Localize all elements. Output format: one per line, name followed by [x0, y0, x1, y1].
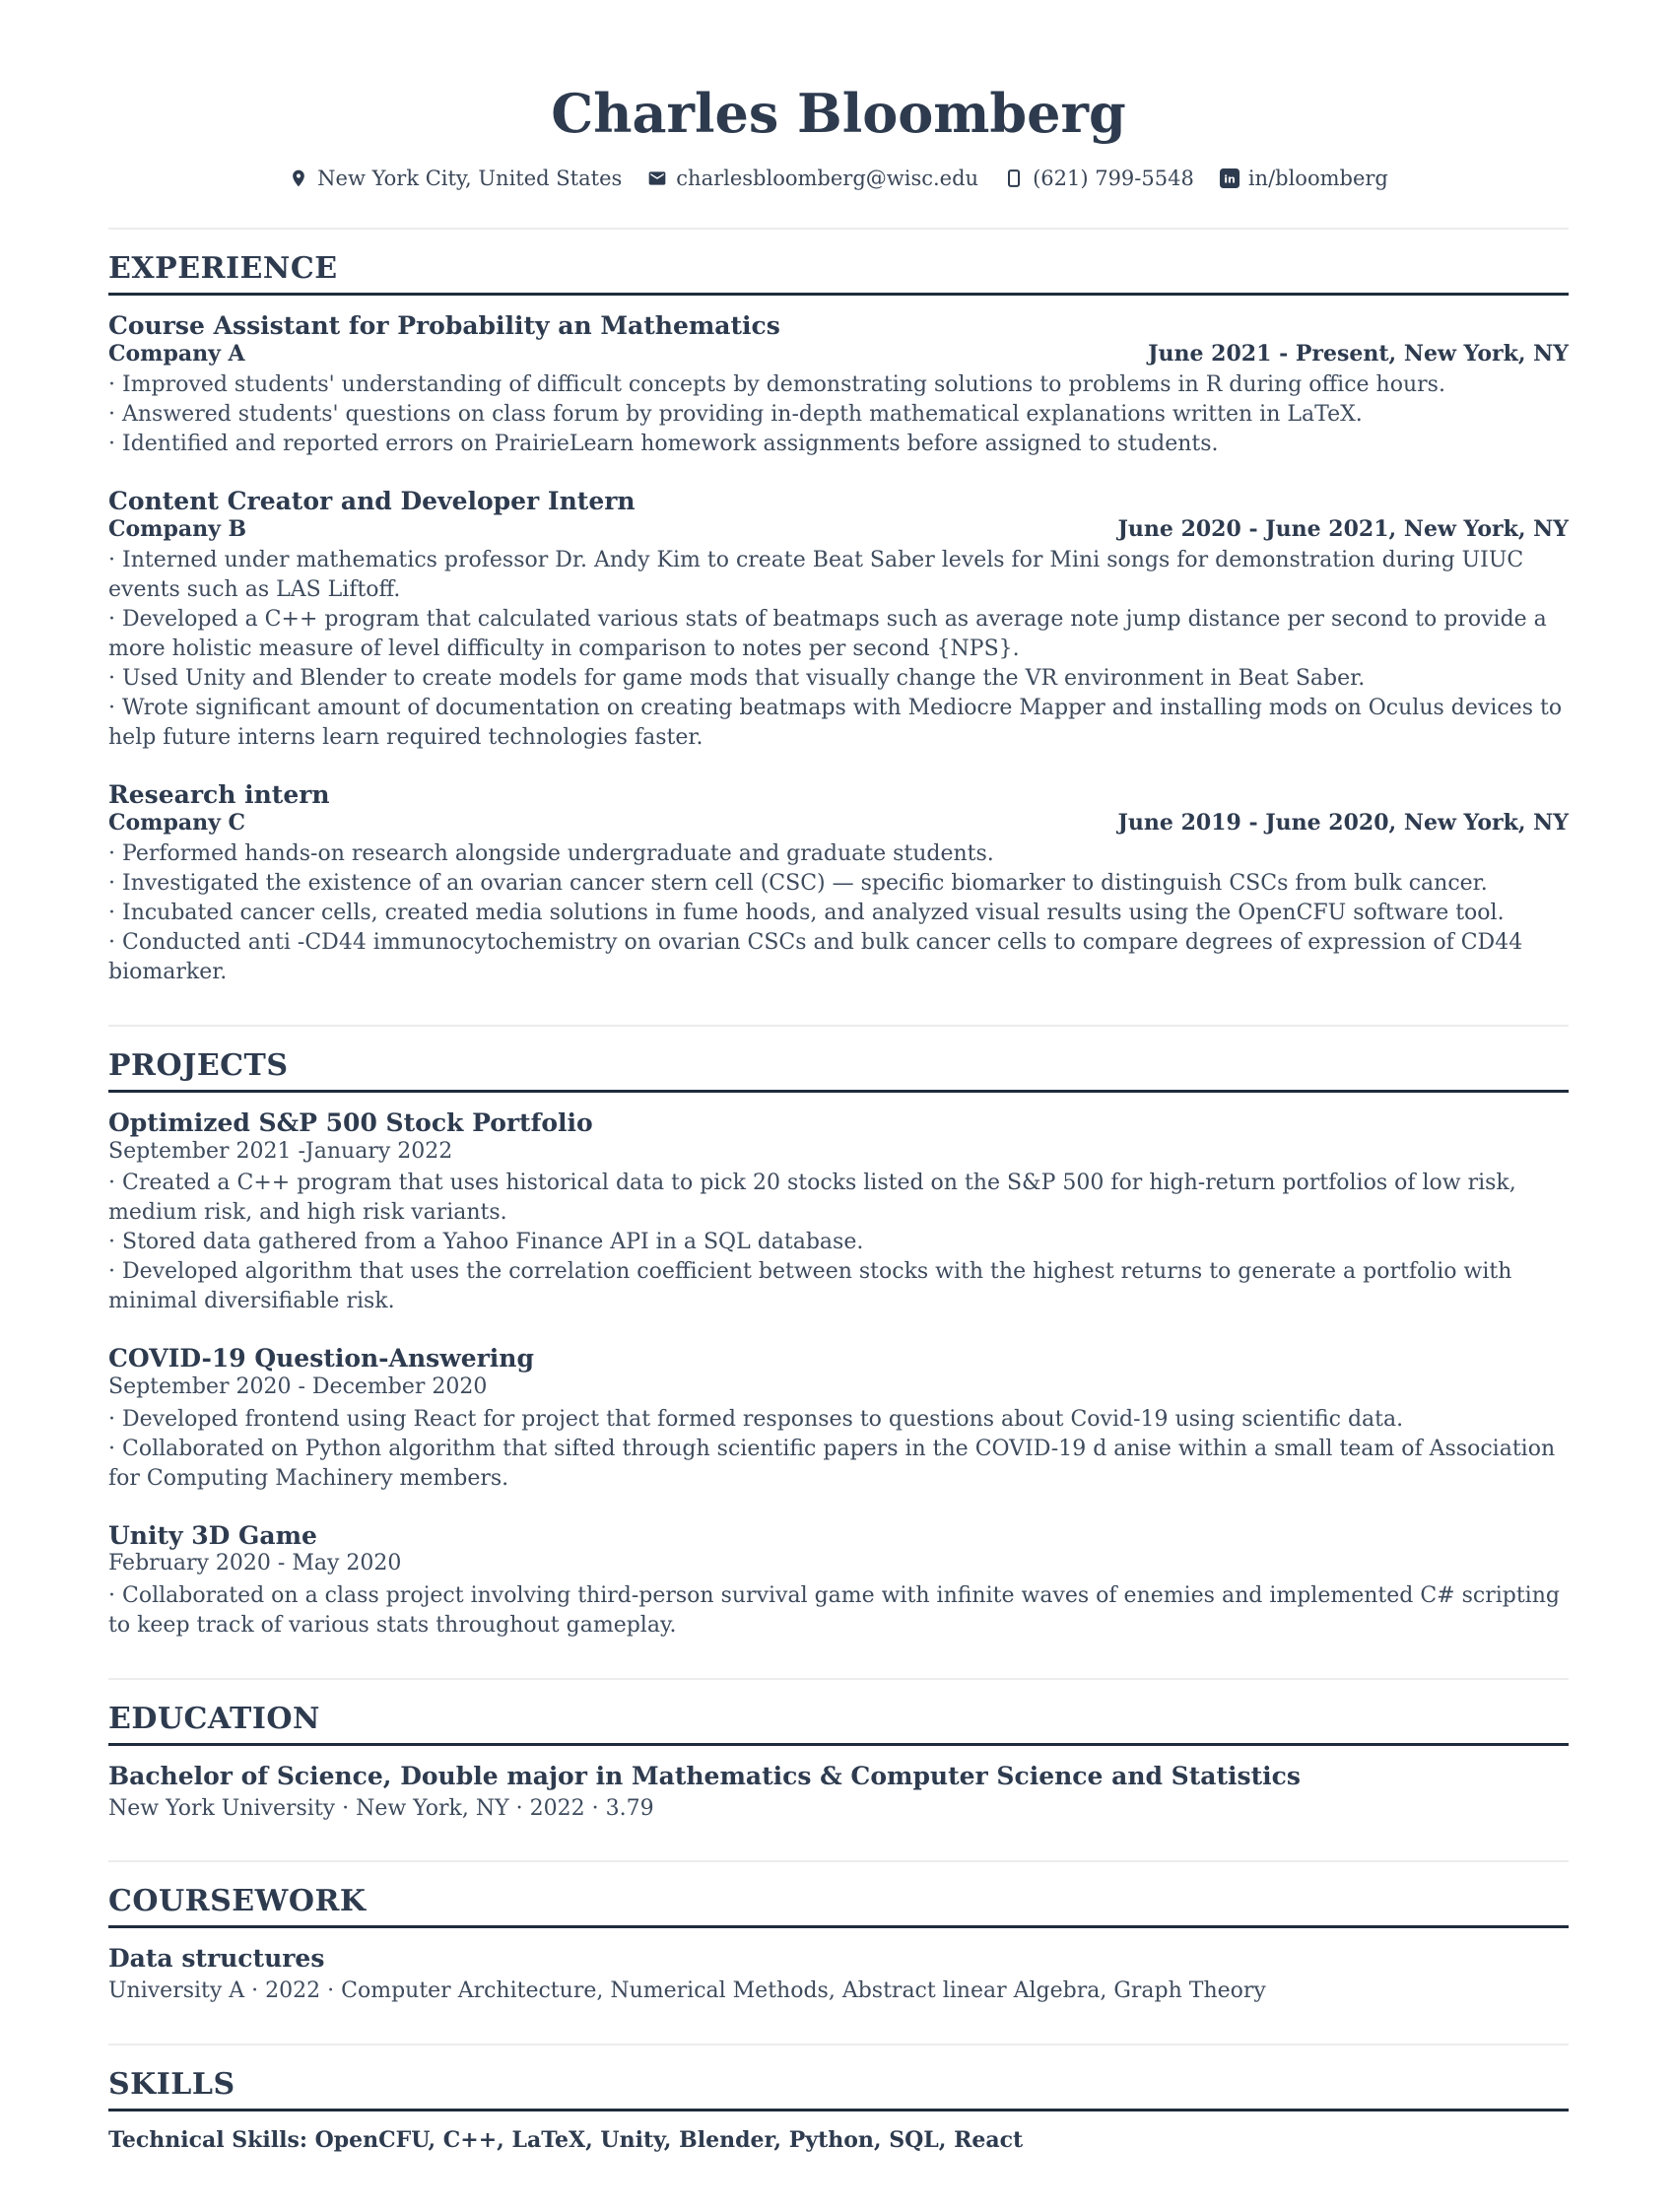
contact-location-text: New York City, United States	[317, 167, 623, 191]
section-title-experience: EXPERIENCE	[108, 251, 338, 287]
bullet-item	[108, 1581, 1569, 1641]
divider	[108, 2044, 1569, 2045]
bullet-glyph: ·	[108, 666, 115, 692]
bullet-text: Investigated the existence of an ovarian cancer stern cell (CSC) — specific biomarker to distinguish CSCs from bulk cancer.	[122, 871, 1488, 897]
bullet-glyph: ·	[108, 607, 115, 633]
section-title-education: EDUCATION	[108, 1701, 320, 1736]
education-degree: Bachelor of Science, Double major in Mathematics & Computer Science and Statistics	[108, 1761, 1301, 1790]
bullet-item	[108, 1169, 1569, 1228]
project-dates: February 2020 - May 2020	[108, 1551, 402, 1576]
contact-email[interactable]	[647, 167, 978, 190]
job-title: Research intern	[108, 780, 330, 810]
job-dates: June 2019 - June 2020, New York, NY	[1117, 809, 1569, 836]
bullet-text: Wrote significant amount of documentation on creating beatmaps with Mediocre Mapper and installing mods on Oculus devices to help future interns learn required technologies faster.	[108, 696, 1563, 751]
education-details: New York University · New York, NY · 2022 · 3.79	[108, 1795, 654, 1821]
job-entry	[108, 311, 1569, 459]
project-entry	[108, 1521, 1569, 1641]
bullet-glyph: ·	[108, 372, 115, 398]
job-dates: June 2020 - June 2021, New York, NY	[1117, 515, 1569, 542]
bullet-glyph: ·	[108, 1436, 115, 1461]
bullet-glyph: ·	[108, 548, 115, 573]
bullet-list	[108, 839, 1569, 987]
project-dates: September 2020 - December 2020	[108, 1374, 488, 1399]
contact-location[interactable]	[289, 167, 622, 190]
bullet-text: Answered students' questions on class forum by providing in-depth mathematical explanations written in LaTeX.	[122, 402, 1363, 428]
bullet-item	[108, 928, 1569, 987]
section-title-projects: PROJECTS	[108, 1048, 289, 1084]
bullet-item	[108, 1435, 1569, 1494]
job-entry	[108, 780, 1569, 987]
linkedin-icon	[1220, 168, 1240, 188]
coursework-entry	[108, 1944, 1569, 2006]
bullet-text: Incubated cancer cells, created media solutions in fume hoods, and analyzed visual results using the OpenCFU software tool.	[122, 901, 1505, 926]
bullet-item	[108, 694, 1569, 753]
skills-line: Technical Skills: OpenCFU, C++, LaTeX, Unity, Blender, Python, SQL, React	[108, 2126, 1024, 2153]
job-title: Course Assistant for Probability an Mathematics	[108, 311, 780, 341]
bullet-item	[108, 370, 1569, 400]
bullet-list	[108, 1581, 1569, 1641]
bullet-text: Created a C++ program that uses historical data to pick 20 stocks listed on the S&P 500 for high-return portfolios of low risk, medium risk, and high risk variants.	[108, 1171, 1516, 1226]
location-pin-icon	[289, 168, 308, 188]
contact-phone-text: (621) 799-5548	[1033, 167, 1194, 191]
project-entry	[108, 1108, 1569, 1316]
section-rule	[108, 1743, 1569, 1746]
job-company: Company B	[108, 515, 247, 542]
bullet-glyph: ·	[108, 901, 115, 926]
job-subrow	[108, 516, 1569, 544]
divider	[108, 1860, 1569, 1862]
bullet-text: Interned under mathematics professor Dr. Andy Kim to create Beat Saber levels for Mini songs for demonstration during UIUC events such as LAS Liftoff.	[108, 548, 1524, 603]
job-company: Company C	[108, 809, 246, 836]
bullet-text: Collaborated on a class project involving third-person survival game with infinite waves of enemies and implemented C# scripting to keep track of various stats throughout gameplay.	[108, 1582, 1560, 1638]
person-name: Charles Bloomberg	[551, 82, 1126, 145]
divider	[108, 228, 1569, 230]
bullet-glyph: ·	[108, 1230, 115, 1255]
project-title: Unity 3D Game	[108, 1520, 317, 1550]
section-rule	[108, 2109, 1569, 2111]
bullet-item	[108, 899, 1569, 928]
bullet-text: Collaborated on Python algorithm that sifted through scientific papers in the COVID-19 d anise within a small team of Association for Computing Machinery members.	[108, 1436, 1556, 1491]
divider	[108, 1025, 1569, 1027]
bullet-text: Stored data gathered from a Yahoo Finance API in a SQL database.	[122, 1230, 864, 1255]
bullet-text: Identified and reported errors on PrairieLearn homework assignments before assigned to students.	[122, 432, 1219, 457]
bullet-item	[108, 869, 1569, 899]
bullet-item	[108, 605, 1569, 664]
bullet-glyph: ·	[108, 1406, 115, 1432]
bullet-item	[108, 546, 1569, 605]
bullet-glyph: ·	[108, 1171, 115, 1196]
section-rule	[108, 293, 1569, 296]
bullet-item	[108, 400, 1569, 430]
bullet-list	[108, 1405, 1569, 1494]
section-coursework	[108, 1884, 1569, 2006]
section-skills	[108, 2067, 1569, 2153]
bullet-glyph: ·	[108, 841, 115, 867]
section-education	[108, 1702, 1569, 1824]
bullet-text: Developed algorithm that uses the correlation coefficient between stocks with the highest returns to generate a portfolio with minimal diversifiable risk.	[108, 1259, 1512, 1314]
divider	[108, 1678, 1569, 1680]
bullet-text: Conducted anti -CD44 immunocytochemistry on ovarian CSCs and bulk cancer cells to compare degrees of expression of CD44 biomarker.	[108, 930, 1523, 985]
contact-row	[108, 167, 1569, 190]
coursework-course: Data structures	[108, 1944, 325, 1974]
contact-phone[interactable]	[1004, 167, 1194, 190]
bullet-text: Used Unity and Blender to create models for game mods that visually change the VR environment in Beat Saber.	[122, 666, 1366, 692]
bullet-item	[108, 430, 1569, 459]
section-rule	[108, 1925, 1569, 1928]
job-company: Company A	[108, 340, 245, 367]
section-title-coursework: COURSEWORK	[108, 1884, 367, 1919]
bullet-item	[108, 1228, 1569, 1257]
bullet-list	[108, 546, 1569, 753]
bullet-glyph: ·	[108, 402, 115, 428]
coursework-details: University A · 2022 · Computer Architecture, Numerical Methods, Abstract linear Algebra, Graph Theory	[108, 1978, 1266, 2004]
phone-icon	[1004, 168, 1024, 188]
education-entry	[108, 1762, 1569, 1824]
project-title: COVID-19 Question-Answering	[108, 1344, 534, 1374]
bullet-item	[108, 1405, 1569, 1435]
section-rule	[108, 1090, 1569, 1093]
bullet-glyph: ·	[108, 1259, 115, 1285]
bullet-glyph: ·	[108, 871, 115, 897]
bullet-text: Developed frontend using React for project that formed responses to questions about Covid-19 using scientific data.	[122, 1406, 1404, 1432]
bullet-glyph: ·	[108, 432, 115, 457]
bullet-text: Developed a C++ program that calculated various stats of beatmaps such as average note jump distance per second to provide a more holistic measure of level difficulty in comparison to notes per second {NPS}.	[108, 607, 1547, 662]
bullet-text: Performed hands-on research alongside undergraduate and graduate students.	[122, 841, 994, 867]
job-title: Content Creator and Developer Intern	[108, 487, 636, 516]
section-projects	[108, 1048, 1569, 1640]
contact-email-text: charlesbloomberg@wisc.edu	[676, 167, 979, 191]
section-experience	[108, 251, 1569, 987]
bullet-item	[108, 1257, 1569, 1316]
bullet-list	[108, 1169, 1569, 1316]
job-entry	[108, 487, 1569, 753]
contact-linkedin-text: in/bloomberg	[1247, 167, 1388, 191]
header	[108, 82, 1569, 191]
bullet-item	[108, 664, 1569, 694]
project-dates: September 2021 -January 2022	[108, 1138, 453, 1164]
project-entry	[108, 1344, 1569, 1493]
section-title-skills: SKILLS	[108, 2066, 235, 2102]
bullet-glyph: ·	[108, 930, 115, 956]
job-dates: June 2021 - Present, New York, NY	[1148, 340, 1569, 367]
contact-linkedin[interactable]	[1220, 167, 1388, 190]
bullet-item	[108, 839, 1569, 869]
bullet-glyph: ·	[108, 696, 115, 721]
job-subrow	[108, 341, 1569, 369]
bullet-glyph: ·	[108, 1582, 115, 1608]
svg-text:in: in	[1224, 172, 1236, 186]
job-subrow	[108, 810, 1569, 838]
email-icon	[647, 168, 667, 188]
bullet-text: Improved students' understanding of difficult concepts by demonstrating solutions to problems in R during office hours.	[122, 372, 1445, 398]
project-title: Optimized S&P 500 Stock Portfolio	[108, 1108, 593, 1138]
bullet-list	[108, 370, 1569, 459]
